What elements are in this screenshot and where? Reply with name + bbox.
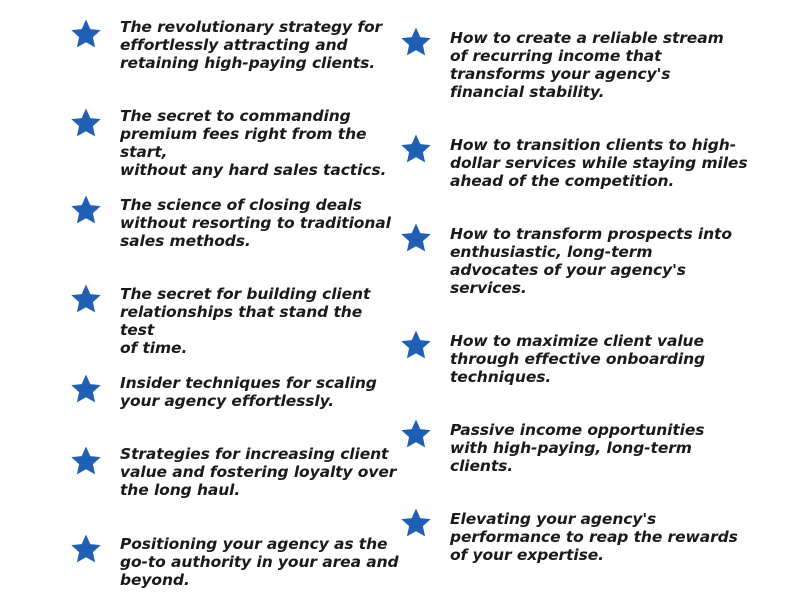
list-item-text: The secret to commanding premium fees right from the start, without any hard sales tactics. [120,107,387,179]
list-item-text: Elevating your agency's performance to reap the rewards of your expertise. [450,510,738,564]
list-item-text: The revolutionary strategy for effortlessly attracting and retaining high-paying clients. [120,18,383,72]
star-icon [400,222,432,254]
star-icon [70,445,102,477]
star-icon [400,133,432,165]
star-icon [400,507,432,539]
list-item-text: How to maximize client value through effective onboarding techniques. [450,332,706,386]
list-item-text: Positioning your agency as the go-to authority in your area and beyond. [120,535,399,589]
star-icon [70,107,102,139]
list-item-text: How to transform prospects into enthusiastic, long-term advocates of your agency's services. [450,225,732,297]
star-icon [70,533,102,565]
list-item-text: Passive income opportunities with high-paying, long-term clients. [450,421,705,475]
list-item-text: The secret for building client relationships that stand the test of time. [120,285,371,357]
list-item-text: How to create a reliable stream of recurring income that transforms your agency's financial stability. [450,29,724,101]
star-icon [70,373,102,405]
list-item-text: The science of closing deals without resorting to traditional sales methods. [120,196,391,250]
star-icon [70,283,102,315]
star-icon [70,18,102,50]
list-item-text: How to transition clients to high- dollar services while staying miles ahead of the competition. [450,136,748,190]
star-icon [400,329,432,361]
list-item-text: Strategies for increasing client value and fostering loyalty over the long haul. [120,445,397,499]
star-icon [400,26,432,58]
list-item-text: Insider techniques for scaling your agency effortlessly. [120,374,377,410]
star-icon [400,418,432,450]
star-icon [70,194,102,226]
